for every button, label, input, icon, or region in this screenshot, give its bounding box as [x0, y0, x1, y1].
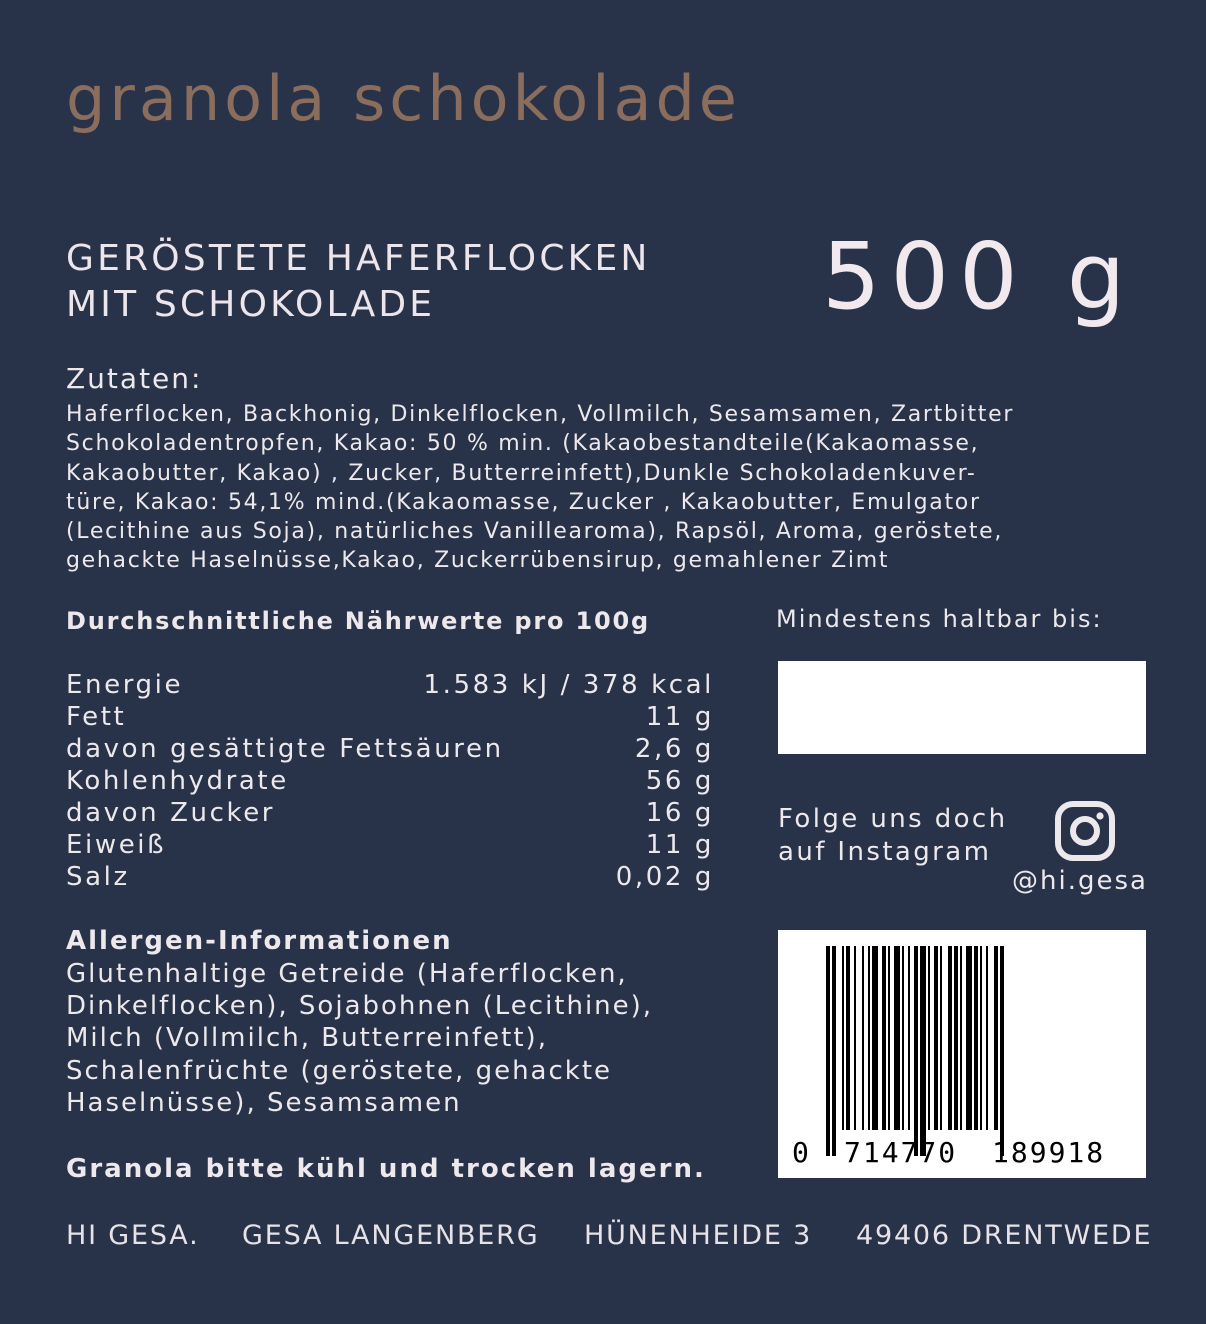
ingredients-text: [66, 400, 1156, 576]
allergen-line: Milch (Vollmilch, Butterreinfett),: [66, 1023, 548, 1054]
social-prompt: [778, 803, 1007, 869]
allergen-line: Schalenfrüchte (geröstete, gehackte: [66, 1055, 613, 1086]
barcode-bar: [960, 946, 962, 1130]
nutrition-value: 16 g: [645, 798, 714, 828]
nutrition-row: [66, 861, 714, 893]
barcode-digit: 0: [792, 1136, 809, 1169]
subtitle-line: MIT SCHOKOLADE: [66, 284, 436, 325]
allergen-line: Haselnüsse), Sesamsamen: [66, 1087, 462, 1118]
product-title: granola schokolade: [66, 62, 741, 135]
barcode-digits-left: 714770: [844, 1136, 958, 1169]
ingredients-heading: Zutaten:: [66, 362, 203, 395]
nutrition-row: [66, 797, 714, 829]
barcode-bar: [854, 946, 856, 1130]
nutrition-row: [66, 669, 714, 701]
barcode-bar: [846, 946, 850, 1130]
barcode-bar: [894, 946, 900, 1130]
ingredients-line: (Lecithine aus Soja), natürliches Vanillearoma), Rapsöl, Aroma, geröstete,: [66, 519, 1004, 545]
nutrition-row: [66, 733, 714, 765]
barcode-bar: [872, 946, 878, 1130]
nutrition-label: davon Zucker: [66, 798, 276, 828]
barcode-bar: [868, 946, 870, 1130]
barcode-bar: [920, 946, 926, 1156]
footer-city: 49406 DRENTWEDE: [856, 1220, 1153, 1251]
barcode-graphic: [778, 930, 1146, 1178]
subtitle-line: GERÖSTETE HAFERFLOCKEN: [66, 238, 651, 279]
barcode-bar: [980, 946, 982, 1130]
barcode-bar: [1000, 946, 1004, 1156]
barcode: [778, 930, 1146, 1178]
barcode-bars: [826, 946, 1004, 1156]
barcode-bar: [934, 946, 938, 1130]
nutrition-row: [66, 765, 714, 797]
social-line: auf Instagram: [778, 837, 992, 867]
nutrition-label: Fett: [66, 702, 127, 732]
nutrition-label: Energie: [66, 670, 184, 700]
barcode-bar: [862, 946, 864, 1130]
nutrition-table: [66, 669, 714, 893]
barcode-bar: [940, 946, 942, 1130]
barcode-bar: [986, 946, 988, 1130]
nutrition-value: 2,6 g: [634, 734, 714, 764]
barcode-digits-right: 189918: [992, 1136, 1106, 1169]
barcode-bar: [994, 946, 998, 1130]
barcode-bar: [948, 946, 952, 1130]
footer-brand: HI GESA.: [66, 1220, 200, 1251]
nutrition-value: 11 g: [645, 830, 714, 860]
barcode-bar: [928, 946, 930, 1130]
nutrition-label: Salz: [66, 862, 130, 892]
instagram-icon: [1054, 800, 1116, 862]
instagram-handle: @hi.gesa: [1012, 866, 1148, 896]
barcode-bar: [914, 946, 918, 1156]
footer-street: HÜNENHEIDE 3: [584, 1220, 813, 1251]
ingredients-line: Haferflocken, Backhonig, Dinkelflocken, Vollmilch, Sesamsamen, Zartbitter: [66, 402, 1015, 427]
ingredients-line: Schokoladentropfen, Kakao: 50 % min. (Kakaobestandteile(Kakaomasse,: [66, 431, 980, 457]
nutrition-row: [66, 701, 714, 733]
allergen-text: [66, 958, 653, 1119]
ingredients-line: türe, Kakao: 54,1% mind.(Kakaomasse, Zucker , Kakaobutter, Emulgator: [66, 489, 981, 515]
allergen-line: Glutenhaltige Getreide (Haferflocken,: [66, 959, 628, 989]
net-weight: 500 g: [822, 223, 1136, 330]
barcode-bar: [842, 946, 844, 1130]
social-line: Folge uns doch: [778, 804, 1008, 834]
barcode-bar: [826, 946, 830, 1156]
storage-note: Granola bitte kühl und trocken lagern.: [66, 1154, 706, 1184]
ingredients-line: gehackte Haselnüsse,Kakao, Zuckerrübensirup, gemahlener Zimt: [66, 548, 890, 574]
barcode-bar: [954, 946, 958, 1130]
barcode-bar: [902, 946, 904, 1130]
barcode-bar: [888, 946, 890, 1130]
nutrition-label: Kohlenhydrate: [66, 766, 289, 796]
ingredients-line: Kakaobutter, Kakao) , Zucker, Butterreinfett),Dunkle Schokoladenkuver-: [66, 460, 977, 486]
nutrition-value: 56 g: [645, 766, 714, 796]
nutrition-value: 0,02 g: [615, 862, 714, 892]
best-before-label: Mindestens haltbar bis:: [776, 605, 1103, 633]
best-before-field: [778, 661, 1146, 754]
nutrition-row: [66, 829, 714, 861]
allergen-line: Dinkelflocken), Sojabohnen (Lecithine),: [66, 991, 654, 1022]
nutrition-heading: Durchschnittliche Nährwerte pro 100g: [66, 607, 650, 635]
barcode-bar: [974, 946, 978, 1130]
barcode-bar: [832, 946, 836, 1156]
nutrition-value: 11 g: [645, 702, 714, 732]
barcode-bar: [908, 946, 910, 1130]
allergen-heading: Allergen-Informationen: [66, 926, 453, 956]
footer-owner: GESA LANGENBERG: [242, 1220, 540, 1251]
nutrition-label: davon gesättigte Fettsäuren: [66, 734, 504, 764]
nutrition-label: Eiweiß: [66, 830, 167, 860]
product-subtitle: [66, 236, 651, 328]
barcode-bar: [966, 946, 972, 1130]
nutrition-value: 1.583 kJ / 378 kcal: [423, 670, 714, 700]
barcode-bar: [882, 946, 886, 1130]
